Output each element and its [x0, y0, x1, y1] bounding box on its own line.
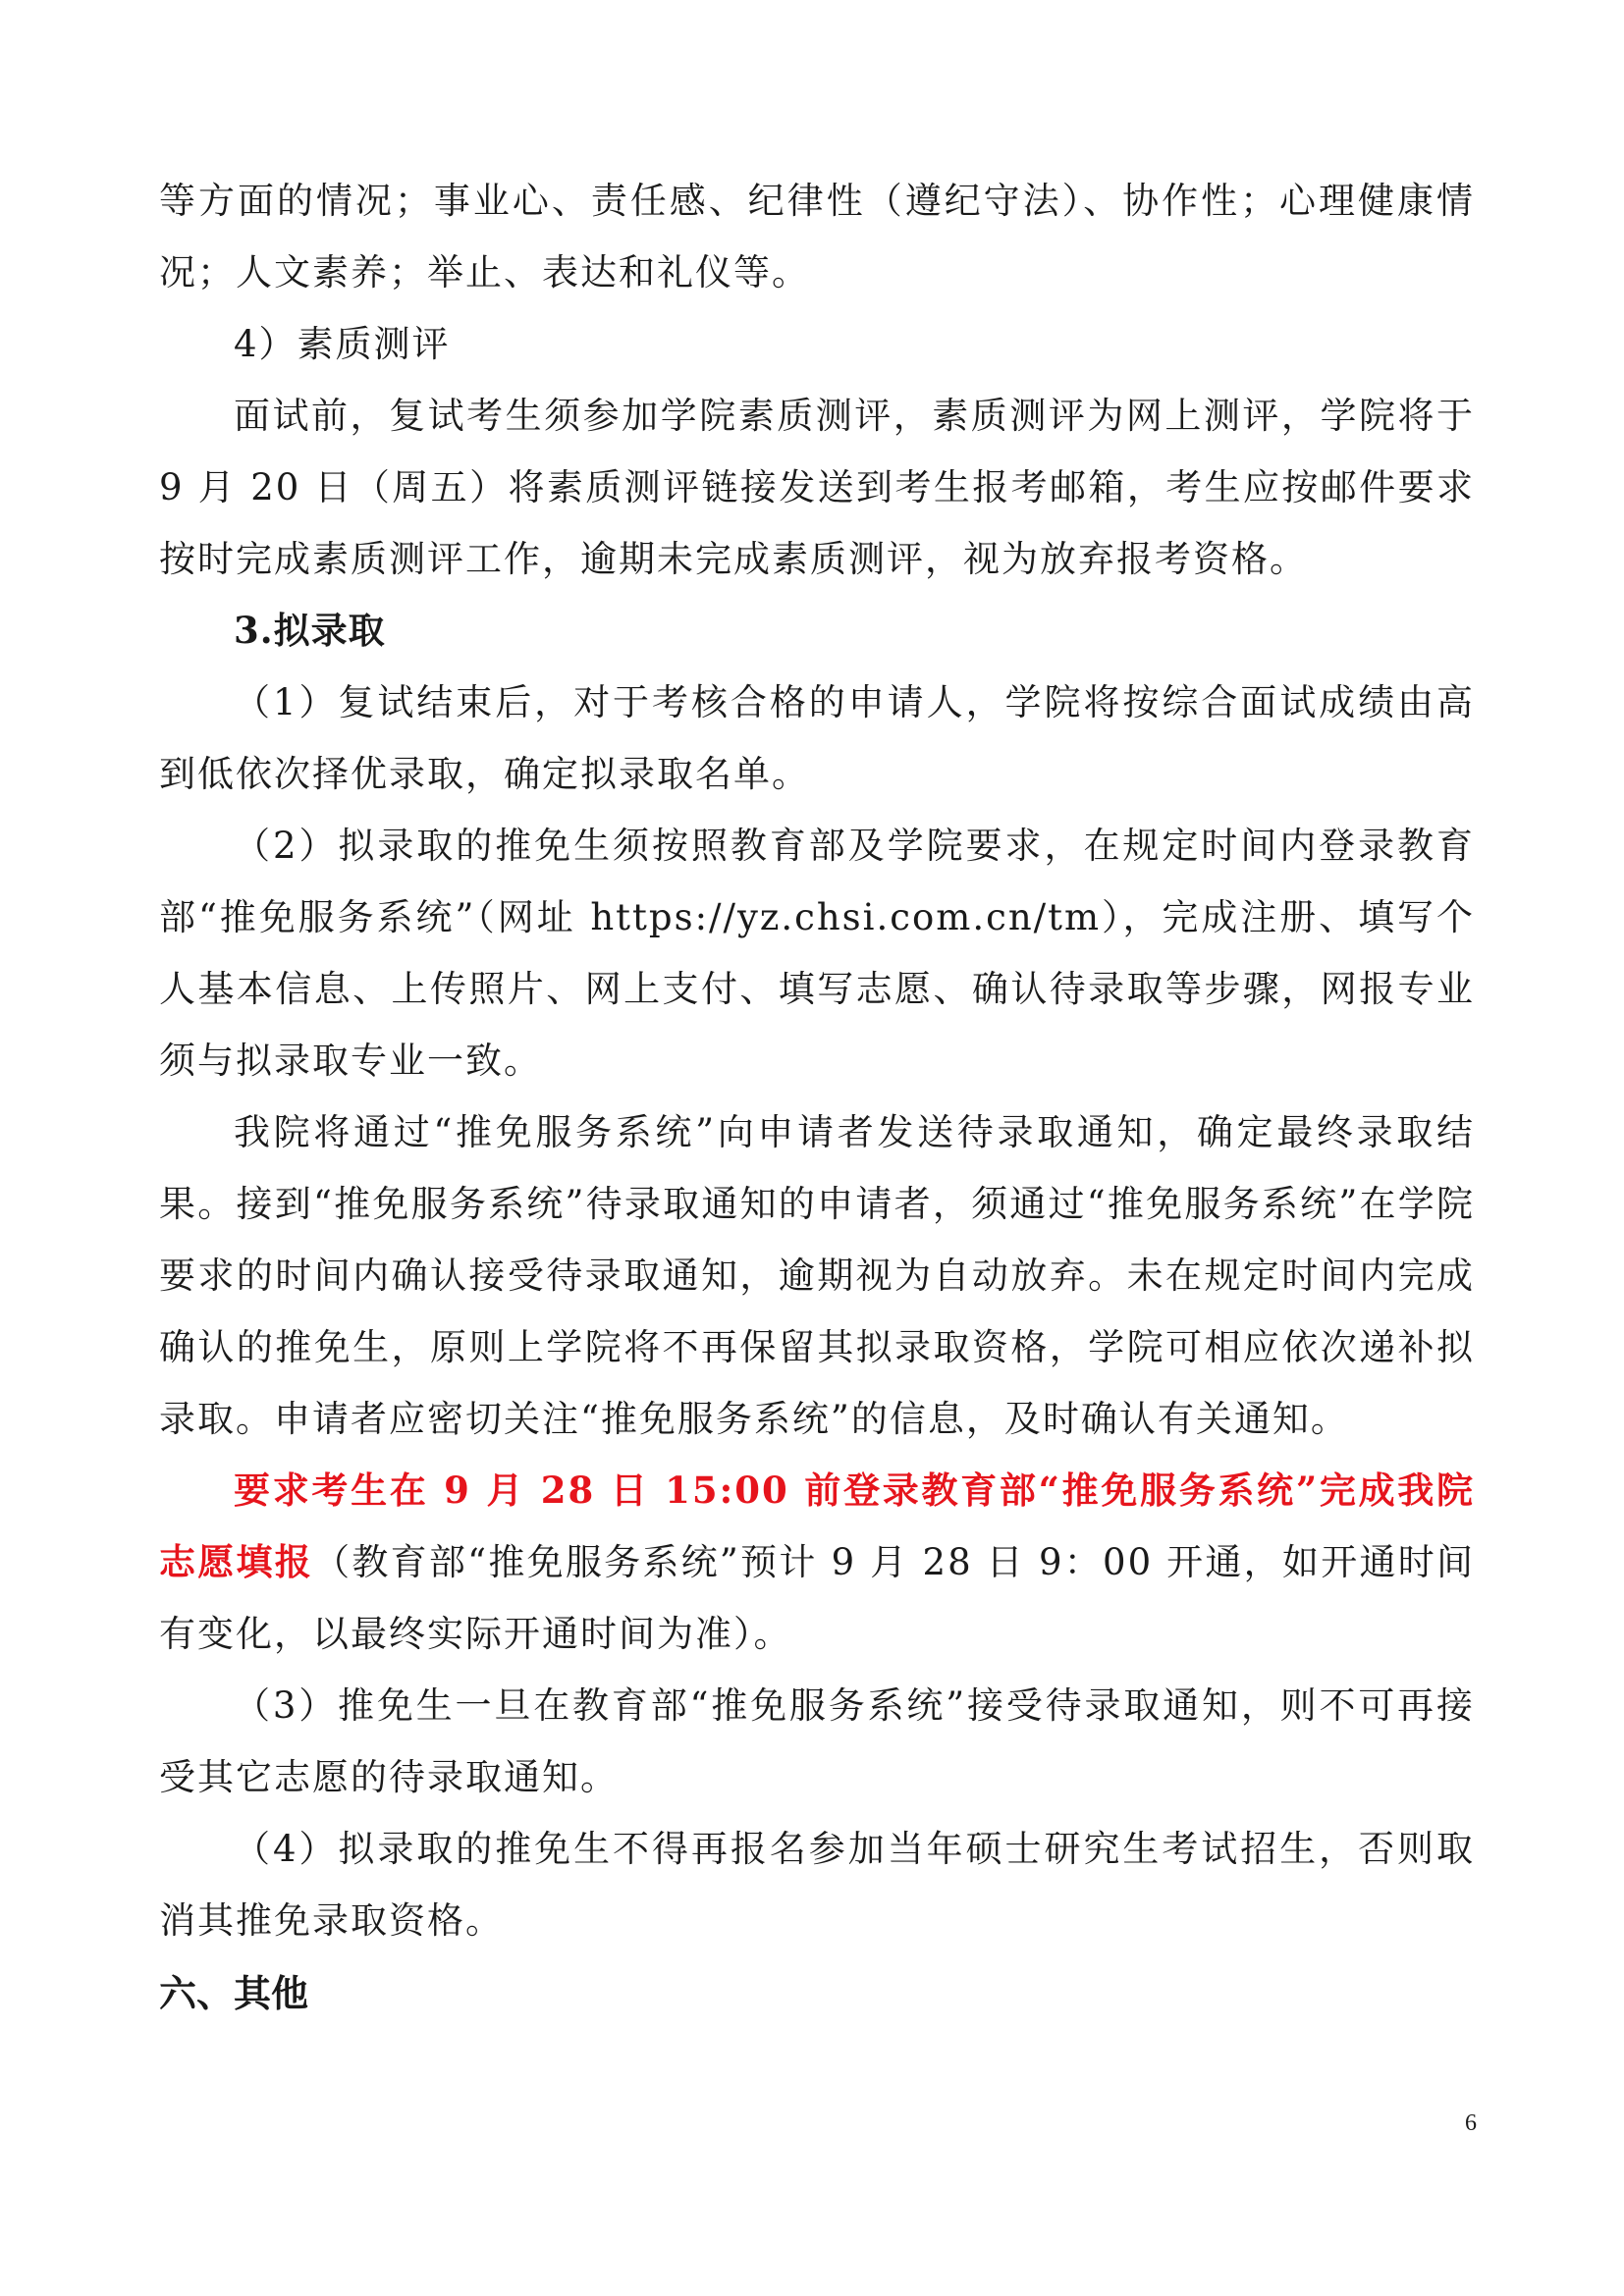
deadline-note: （教育部“推免服务系统”预计 9 月 28 日 9：00 开通，如开通时间有变化，以最终实际开通时间为准）。	[159, 1541, 1476, 1655]
paragraph-admission-4: （4）拟录取的推免生不得再报名参加当年硕士研究生考试招生，否则取消其推免录取资格。	[159, 1828, 1475, 1942]
paragraph-evaluation-aspects: 等方面的情况；事业心、责任感、纪律性（遵纪守法）、协作性；心理健康情况；人文素养；举止、表达和礼仪等。	[159, 180, 1475, 294]
item-quality-assessment: 4）素质测评	[234, 323, 451, 365]
section-heading-other: 六、其他	[159, 1972, 309, 2015]
paragraph-quality-assessment: 面试前，复试考生须参加学院素质测评，素质测评为网上测评，学院将于 9 月 20 日（周五）将素质测评链接发送到考生报考邮箱，考生应按邮件要求按时完成素质测评工作，逾期未完成素质测评，视为放弃报考资格。	[159, 395, 1475, 580]
document-body	[159, 165, 1475, 2030]
section-heading-admission: 3.拟录取	[234, 609, 386, 652]
paragraph-admission-1: （1）复试结束后，对于考核合格的申请人，学院将按综合面试成绩由高到低依次择优录取，确定拟录取名单。	[159, 681, 1475, 795]
deadline-emphasis: 要求考生在 9 月 28 日 15:00 前登录教育部“推免服务系统”完成我院志愿填报	[159, 1468, 1475, 1583]
paragraph-admission-2: （2）拟录取的推免生须按照教育部及学院要求，在规定时间内登录教育部“推免服务系统”（网址 https://yz.chsi.com.cn/tm），完成注册、填写个人基本信息、上传照片、网上支付、填写志愿、确认待录取等步骤，网报专业须与拟录取专业一致。	[159, 825, 1475, 1082]
paragraph-admission-3: （3）推免生一旦在教育部“推免服务系统”接受待录取通知，则不可再接受其它志愿的待录取通知。	[159, 1684, 1475, 1798]
paragraph-notification: 我院将通过“推免服务系统”向申请者发送待录取通知，确定最终录取结果。接到“推免服务系统”待录取通知的申请者，须通过“推免服务系统”在学院要求的时间内确认接受待录取通知，逾期视为自动放弃。未在规定时间内完成确认的推免生，原则上学院将不再保留其拟录取资格，学院可相应依次递补拟录取。申请者应密切关注“推免服务系统”的信息，及时确认有关通知。	[159, 1111, 1475, 1440]
page-number: 6	[1465, 2110, 1477, 2136]
paragraph-deadline	[159, 1455, 1475, 1670]
